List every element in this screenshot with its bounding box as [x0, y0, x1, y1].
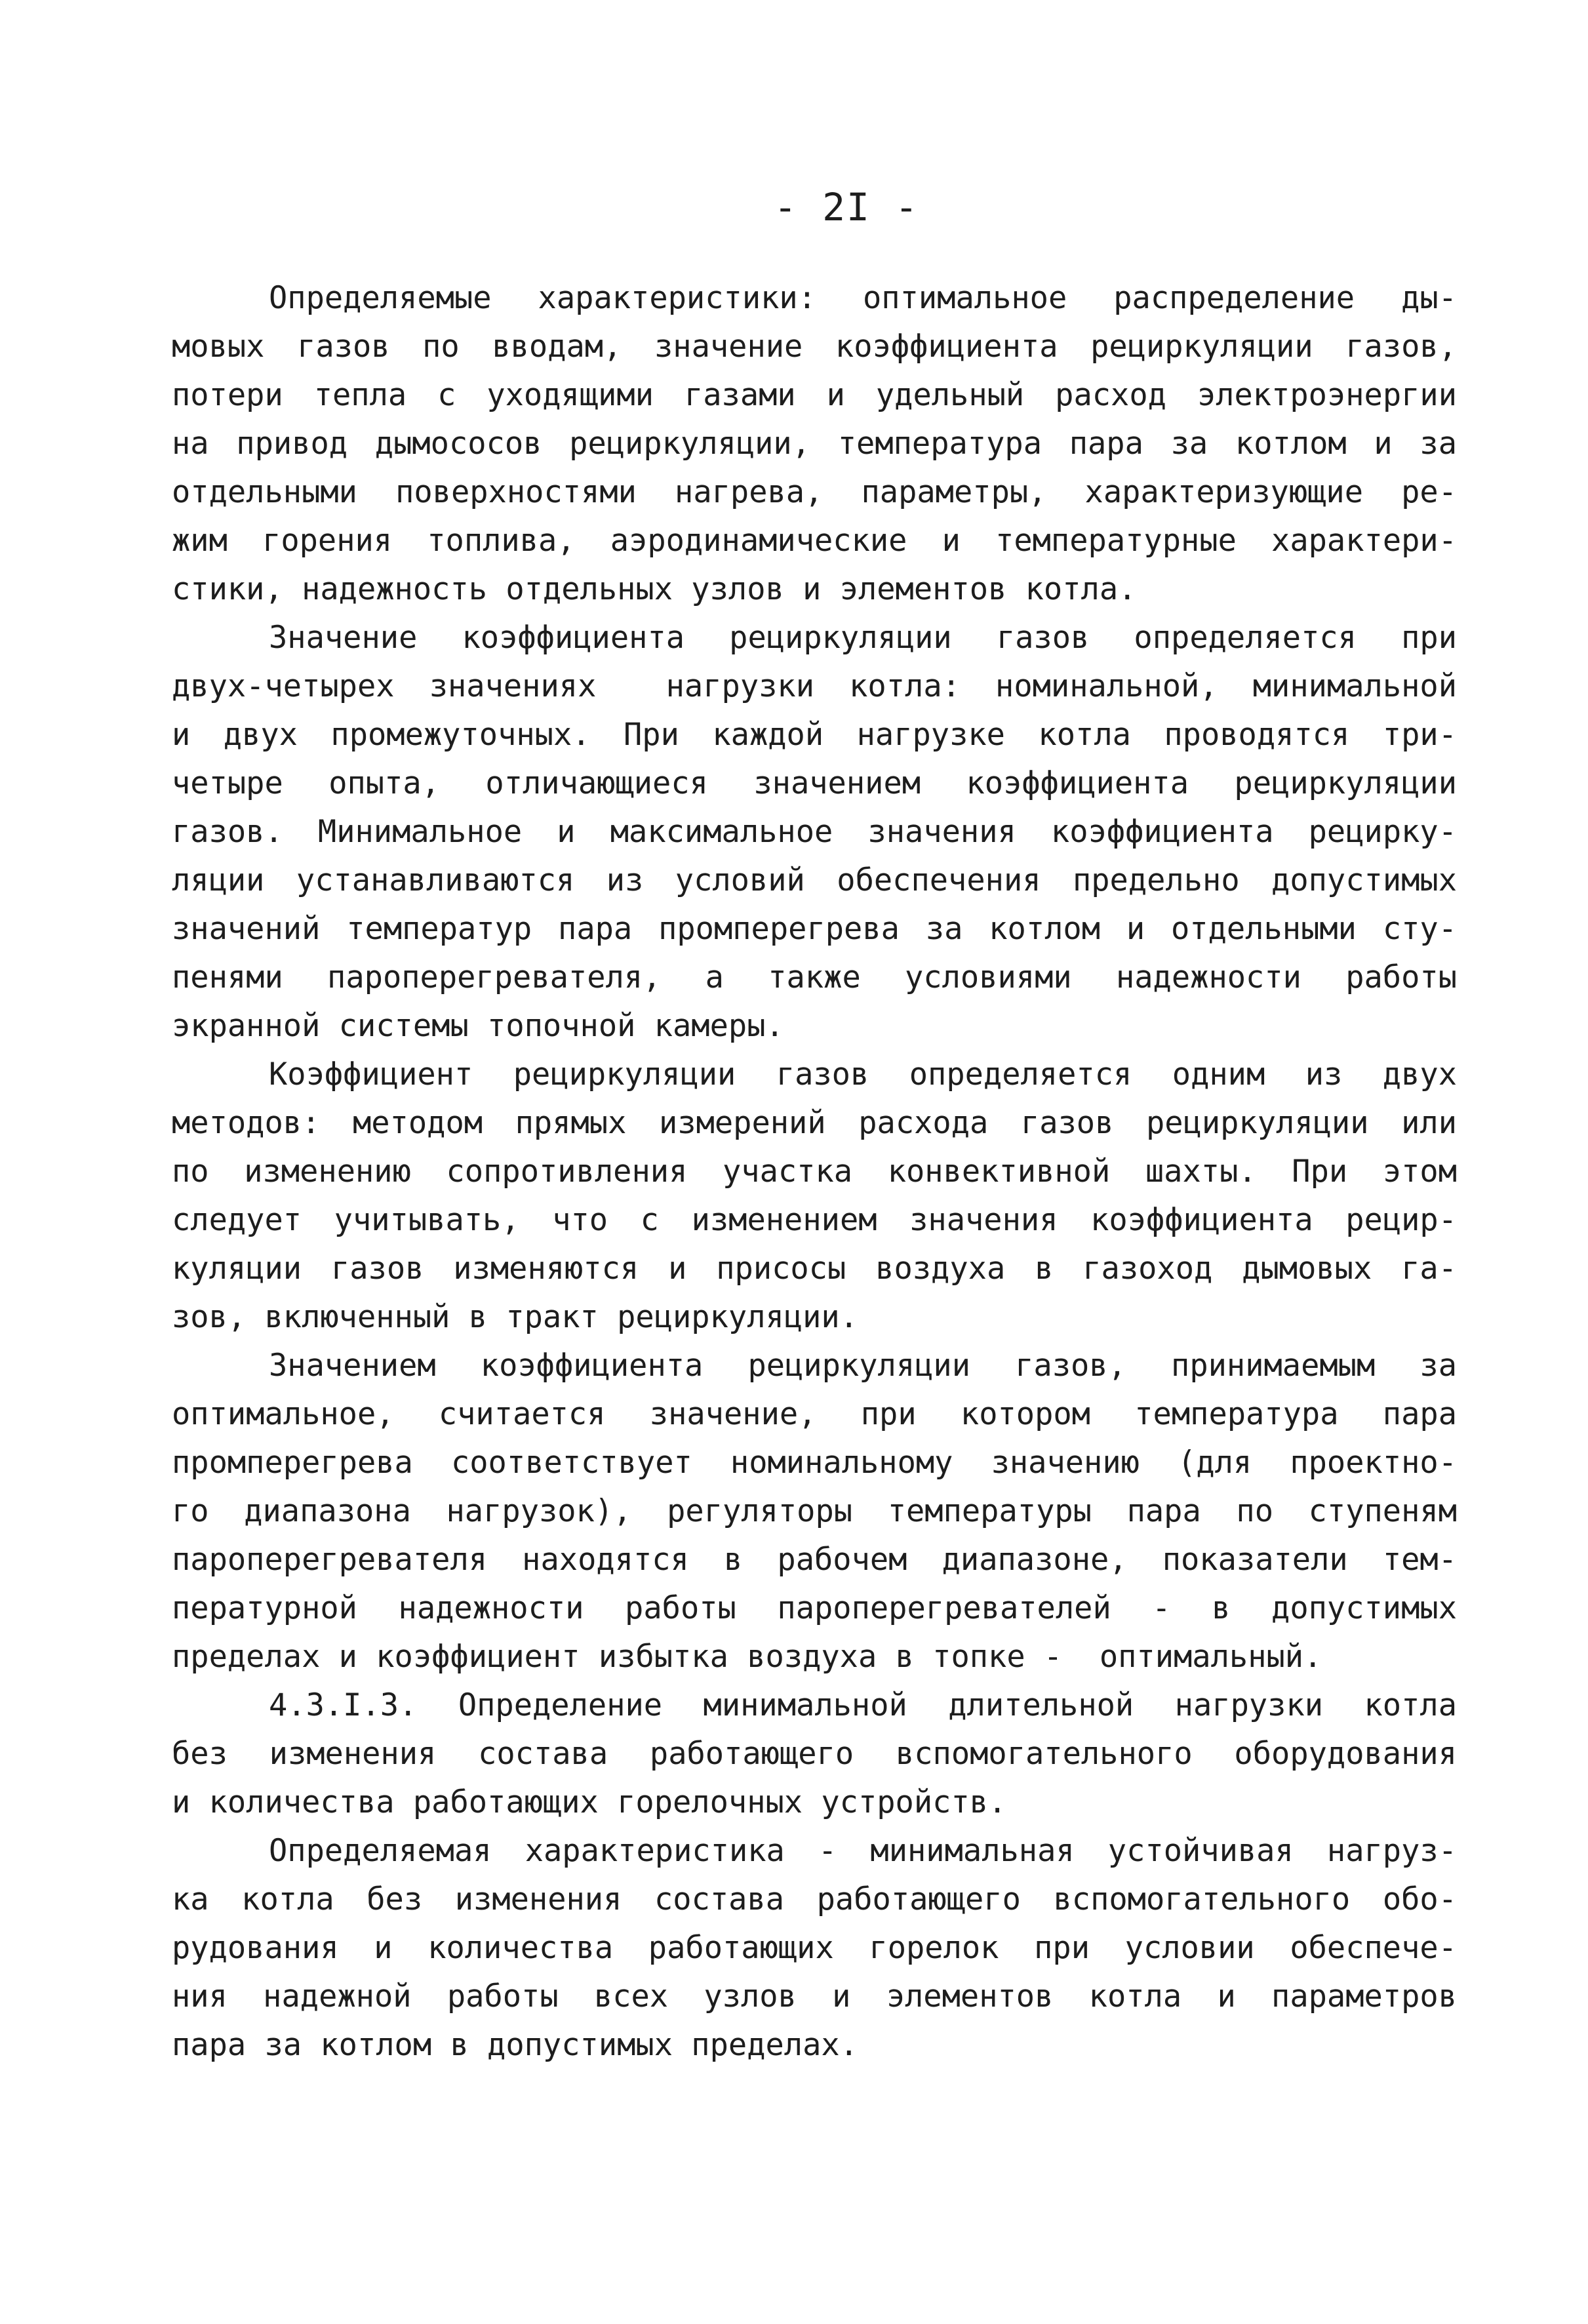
- text-line: по изменению сопротивления участка конвективной шахты. При этом: [172, 1153, 1457, 1190]
- text-line: го диапазона нагрузок), регуляторы температуры пара по ступеням: [172, 1493, 1457, 1529]
- text-line: Коэффициент рециркуляции газов определяется одним из двух: [269, 1056, 1457, 1092]
- text-line: и количества работающих горелочных устройств.: [172, 1784, 1007, 1820]
- text-line: пенями пароперегревателя, а также условиями надежности работы: [172, 959, 1457, 995]
- paragraph-recirculation-methods: [172, 1051, 1457, 1342]
- text-line: промперегрева соответствует номинальному значению (для проектно-: [172, 1445, 1457, 1481]
- body-text: [172, 274, 1457, 2070]
- text-line: жим горения топлива, аэродинамические и температурные характери-: [172, 523, 1457, 559]
- paragraph-minimal-load: [172, 1827, 1457, 2070]
- text-line: потери тепла с уходящими газами и удельный расход электроэнергии: [172, 377, 1457, 413]
- section-heading-line: 4.3.I.3. Определение минимальной длительной нагрузки котла: [269, 1687, 1457, 1723]
- text-line: отдельными поверхностями нагрева, параметры, характеризующие ре-: [172, 474, 1457, 510]
- text-line: Определяемые характеристики: оптимальное распределение ды-: [269, 280, 1457, 316]
- text-line: ка котла без изменения состава работающего вспомогательного обо-: [172, 1881, 1457, 1917]
- page-number: - 2I -: [774, 185, 919, 230]
- text-line: зов, включенный в тракт рециркуляции.: [172, 1299, 858, 1335]
- text-line: ния надежной работы всех узлов и элементов котла и параметров: [172, 1978, 1457, 2014]
- paragraph-optimal-value: [172, 1342, 1457, 1681]
- section-4-3-1-3: [172, 1681, 1457, 1827]
- text-line: пределах и коэффициент избытка воздуха в топке - оптимальный.: [172, 1639, 1322, 1675]
- text-line: на привод дымососов рециркуляции, температура пара за котлом и за: [172, 426, 1457, 462]
- text-line: мовых газов по вводам, значение коэффициента рециркуляции газов,: [172, 329, 1457, 365]
- text-line: пературной надежности работы пароперегревателей - в допустимых: [172, 1590, 1457, 1626]
- text-line: без изменения состава работающего вспомогательного оборудования: [172, 1736, 1457, 1772]
- text-line: методов: методом прямых измерений расхода газов рециркуляции или: [172, 1105, 1457, 1141]
- text-line: газов. Минимальное и максимальное значения коэффициента рецирку-: [172, 814, 1457, 850]
- text-line: стики, надежность отдельных узлов и элементов котла.: [172, 571, 1137, 607]
- text-line: Значение коэффициента рециркуляции газов определяется при: [269, 620, 1457, 656]
- text-line: двух-четырех значениях нагрузки котла: номинальной, минимальной: [172, 668, 1457, 704]
- text-line: четыре опыта, отличающиеся значением коэффициента рециркуляции: [172, 765, 1457, 801]
- text-line: и двух промежуточных. При каждой нагрузке котла проводятся три-: [172, 717, 1457, 753]
- text-line: Определяемая характеристика - минимальная устойчивая нагруз-: [269, 1833, 1457, 1869]
- text-line: куляции газов изменяются и присосы воздуха в газоход дымовых га-: [172, 1251, 1457, 1287]
- text-line: экранной системы топочной камеры.: [172, 1008, 784, 1044]
- text-line: оптимальное, считается значение, при котором температура пара: [172, 1396, 1457, 1432]
- text-line: пароперегревателя находятся в рабочем диапазоне, показатели тем-: [172, 1542, 1457, 1578]
- paragraph-determined-characteristics: [172, 274, 1457, 614]
- text-line: рудования и количества работающих горелок при условии обеспече-: [172, 1930, 1457, 1966]
- text-line: ляции устанавливаются из условий обеспечения предельно допустимых: [172, 862, 1457, 898]
- text-line: пара за котлом в допустимых пределах.: [172, 2027, 858, 2063]
- text-line: значений температур пара промперегрева за котлом и отдельными сту-: [172, 911, 1457, 947]
- paragraph-recirculation-determination: [172, 614, 1457, 1051]
- text-line: следует учитывать, что с изменением значения коэффициента рецир-: [172, 1202, 1457, 1238]
- text-line: Значением коэффициента рециркуляции газов, принимаемым за: [269, 1348, 1457, 1384]
